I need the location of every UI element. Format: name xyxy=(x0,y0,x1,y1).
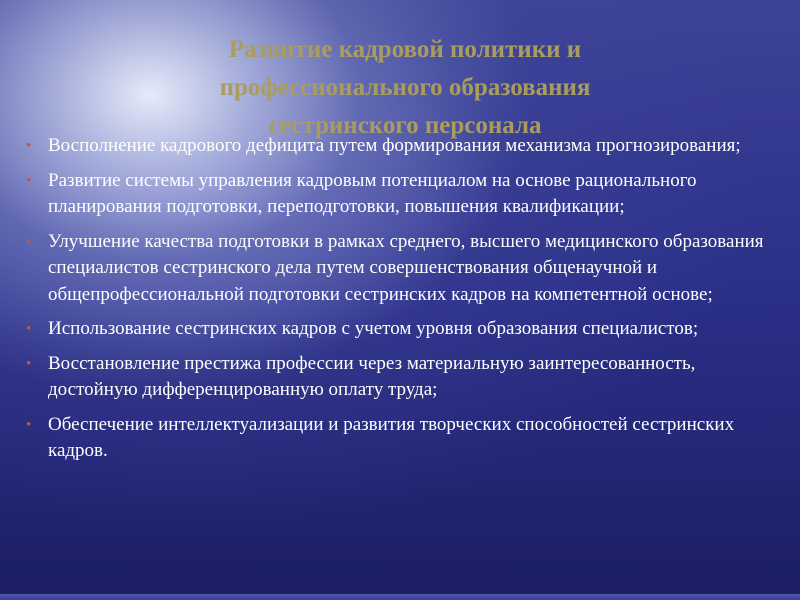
bullet-text: Улучшение качества подготовки в рамках среднего, высшего медицинского образования специалистов сестринского дела путем совершенствования общенаучной и общепрофессиональной подготовки сестринских кадров на компетентной основе; xyxy=(48,230,764,305)
bullet-list xyxy=(24,133,776,473)
bullet-item-5 xyxy=(24,351,776,404)
bottom-edge-bar xyxy=(0,594,800,600)
bullet-item-3 xyxy=(24,229,776,309)
bullet-text: Восстановление престижа профессии через материальную заинтересованность, достойную дифференцированную оплату труда; xyxy=(48,352,696,400)
bullet-item-1 xyxy=(24,133,776,160)
title-line-1: Развитие кадровой политики и xyxy=(228,35,582,63)
bullet-dot-icon: • xyxy=(26,172,32,189)
bullet-text: Использование сестринских кадров с учетом уровня образования специалистов; xyxy=(48,318,699,339)
title-line-2: профессионального образования xyxy=(219,73,591,101)
bullet-dot-icon: • xyxy=(26,233,32,250)
bullet-dot-icon: • xyxy=(26,138,32,154)
bullet-text: Развитие системы управления кадровым потенциалом на основе рационального планирования подготовки, переподготовки, повышения квалификации; xyxy=(48,169,697,217)
bullet-dot-icon: • xyxy=(26,355,32,372)
bullet-text: Обеспечение интеллектуализации и развития творческих способностей сестринских кадров. xyxy=(48,413,735,461)
bullet-item-2 xyxy=(24,168,776,221)
bullet-item-6 xyxy=(24,412,776,465)
bullet-item-4 xyxy=(24,316,776,343)
slide-title xyxy=(80,31,730,145)
title-line-3: сестринского персонала xyxy=(268,111,542,139)
bullet-dot-icon: • xyxy=(26,416,32,433)
bullet-text: Восполнение кадрового дефицита путем формирования механизма прогнозирования; xyxy=(48,135,741,156)
bullet-dot-icon: • xyxy=(26,321,32,337)
